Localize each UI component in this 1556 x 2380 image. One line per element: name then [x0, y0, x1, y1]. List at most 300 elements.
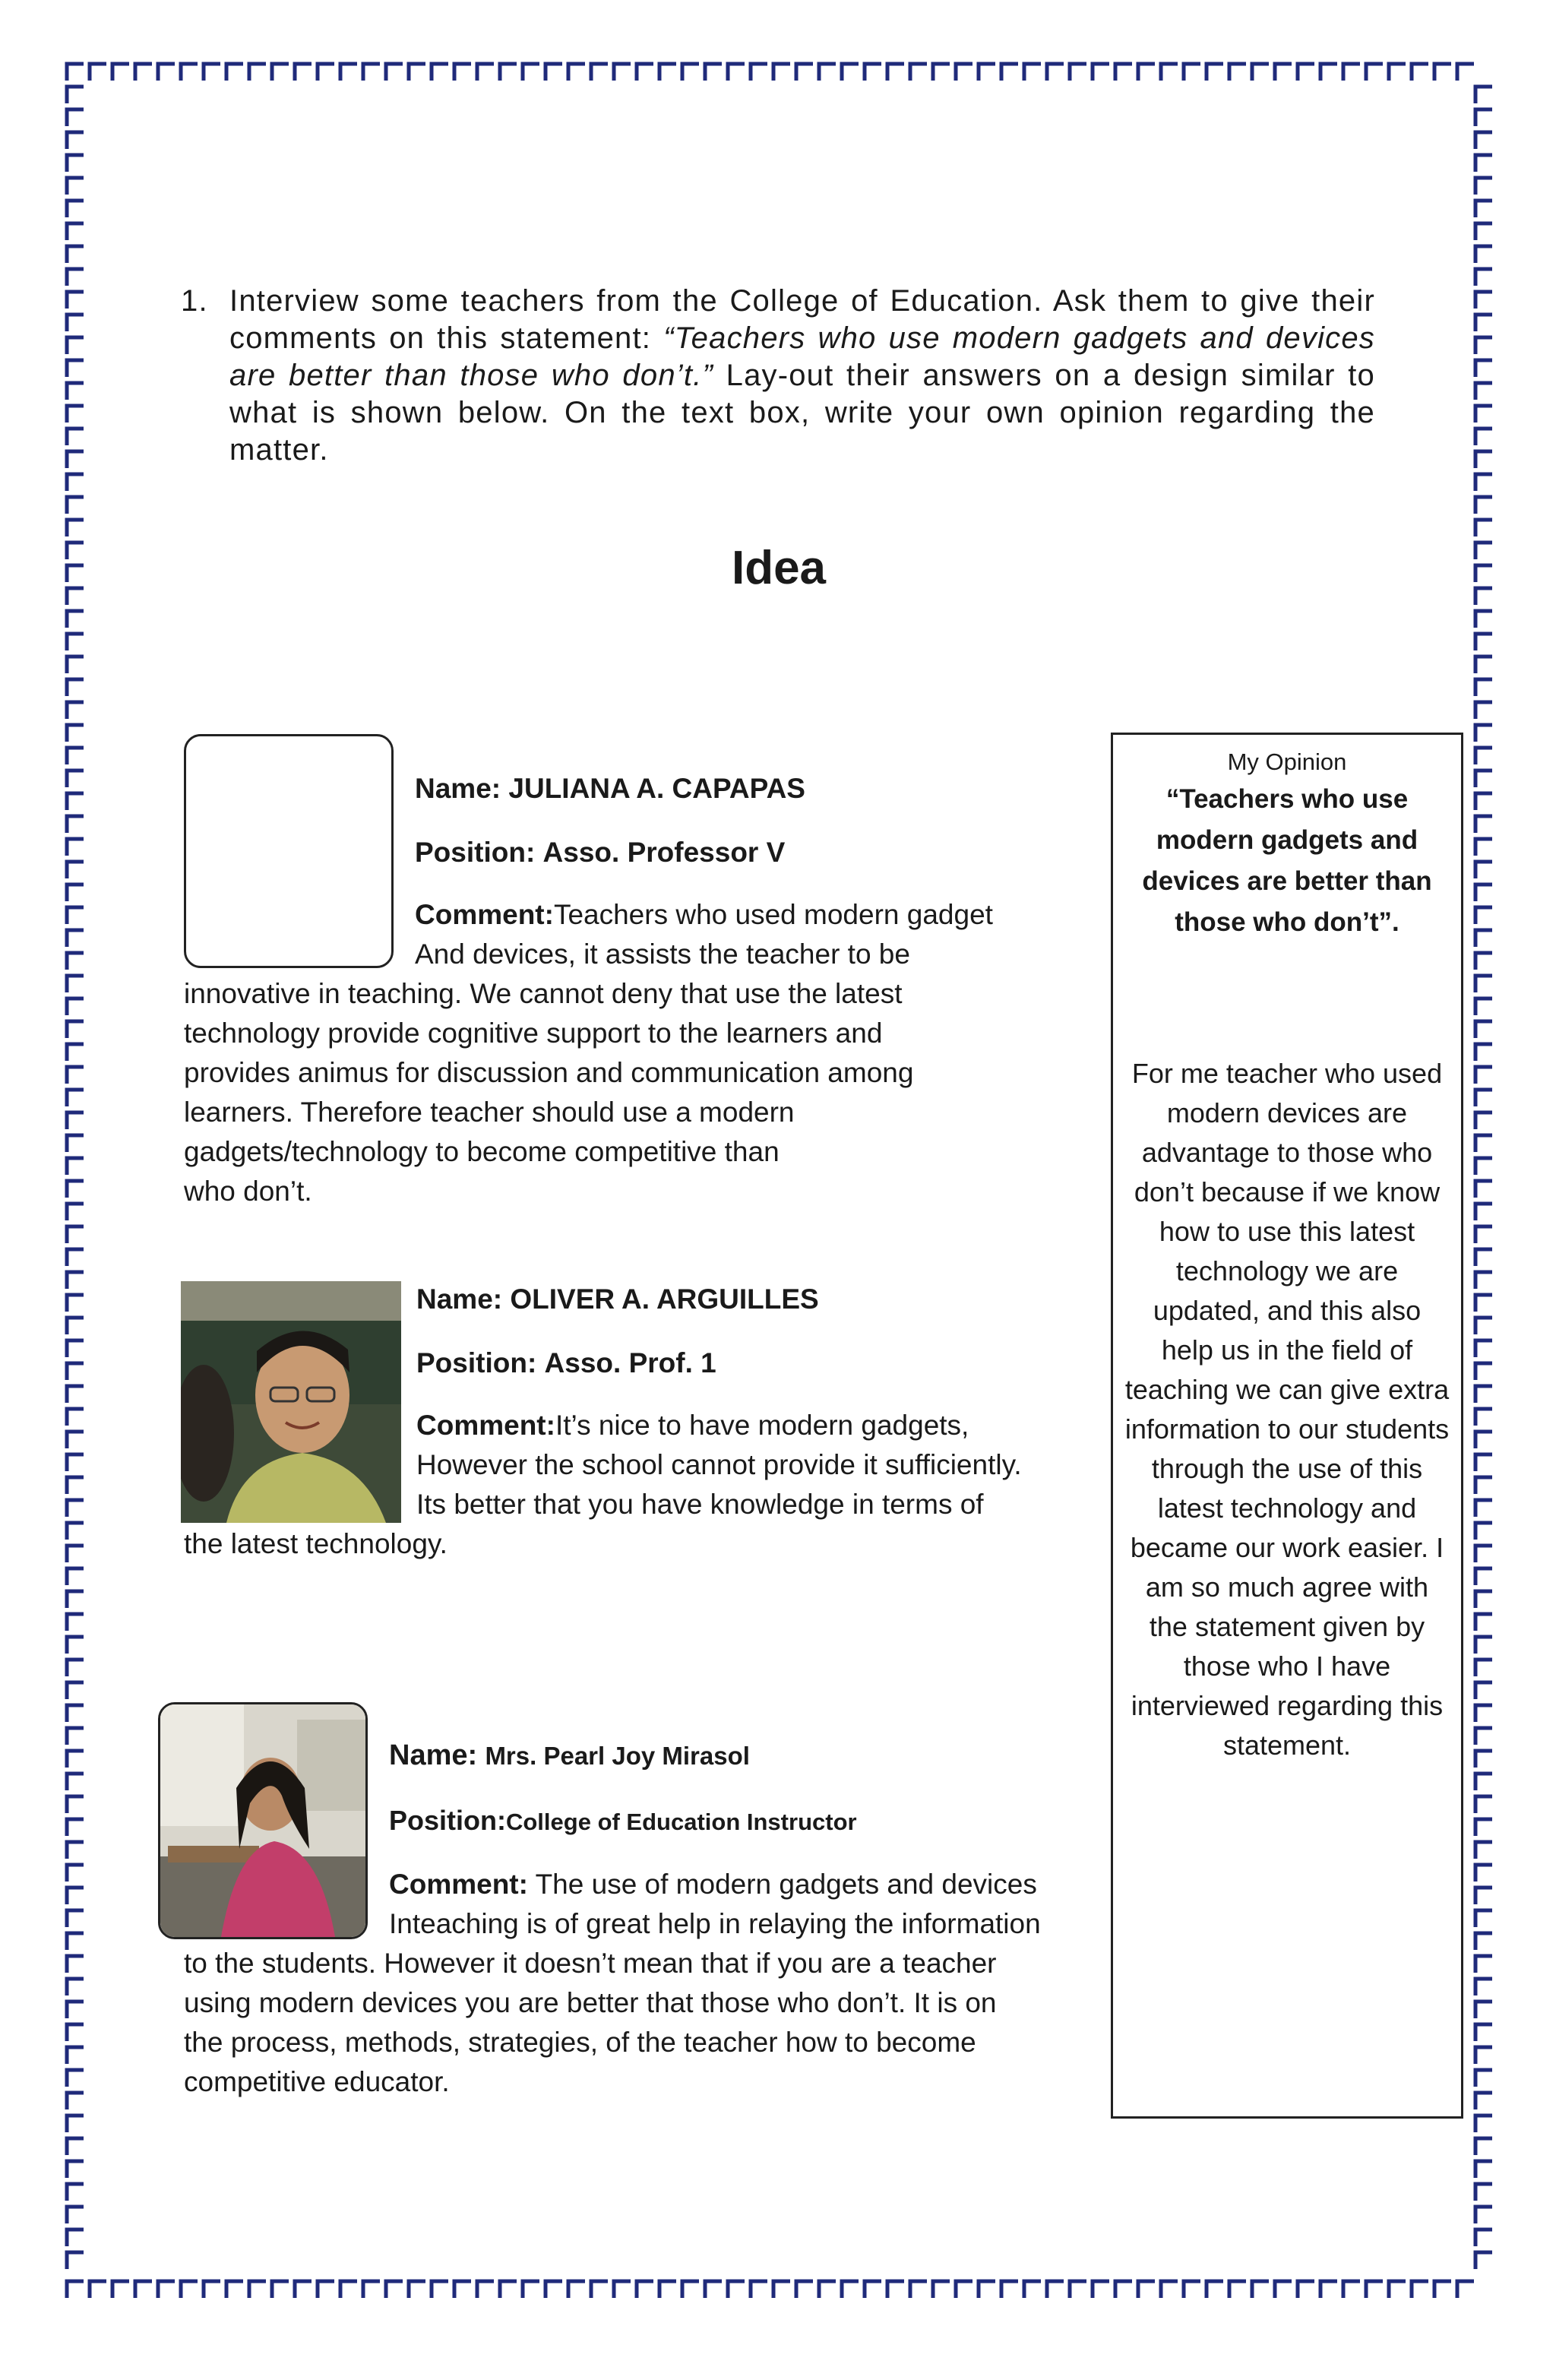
border-glyph — [1475, 1796, 1492, 1813]
border-glyph — [933, 64, 950, 81]
border-glyph — [1457, 64, 1474, 81]
border-glyph — [1475, 1728, 1492, 1745]
border-glyph — [842, 2281, 859, 2298]
border-glyph — [67, 725, 84, 742]
border-glyph — [67, 1226, 84, 1243]
border-glyph — [67, 1181, 84, 1198]
border-glyph — [67, 1318, 84, 1334]
border-glyph — [1275, 2281, 1292, 2298]
border-glyph — [1475, 406, 1492, 423]
opinion-body: For me teacher who used modern devices are advantage to those who don’t because if we know how to use this latest technology we are updated, and this also help us in the field of teaching we can give extra information to our students through the use of this latest technology and became our work easier. I am so much agree with the statement given by those who I have interviewed regarding this statement. — [1124, 1058, 1450, 1761]
border-glyph — [1475, 1272, 1492, 1289]
interviewee-name: JULIANA A. CAPAPAS — [508, 773, 805, 804]
border-glyph — [477, 2281, 494, 2298]
border-glyph — [1475, 1432, 1492, 1448]
border-glyph — [67, 2024, 84, 2041]
border-glyph — [1475, 2070, 1492, 2087]
comment-line: using modern devices you are better that those who don’t. It is on — [184, 1987, 997, 2018]
border-glyph — [1475, 109, 1492, 126]
border-glyph — [705, 2281, 722, 2298]
border-glyph — [659, 2281, 676, 2298]
border-glyph — [1138, 2281, 1155, 2298]
border-glyph — [90, 2281, 106, 2298]
border-glyph — [363, 2281, 380, 2298]
border-glyph — [67, 246, 84, 263]
border-glyph — [67, 999, 84, 1015]
border-glyph — [1475, 2138, 1492, 2155]
border-glyph — [432, 64, 448, 81]
border-glyph — [1457, 2281, 1474, 2298]
border-glyph — [454, 64, 471, 81]
border-glyph — [67, 269, 84, 286]
border-glyph — [67, 1477, 84, 1494]
border-glyph — [67, 1637, 84, 1654]
border-glyph — [67, 406, 84, 423]
border-glyph — [386, 2281, 403, 2298]
instruction-paragraph — [182, 283, 1375, 469]
interviewee-name: Mrs. Pearl Joy Mirasol — [485, 1742, 750, 1770]
border-glyph — [1320, 64, 1337, 81]
border-glyph — [67, 201, 84, 217]
comment-line: Its better that you have knowledge in terms of — [416, 1489, 984, 1520]
border-glyph — [67, 1819, 84, 1836]
border-glyph — [67, 2252, 84, 2269]
border-glyph — [67, 474, 84, 491]
border-glyph — [432, 2281, 448, 2298]
border-glyph — [1024, 2281, 1041, 2298]
border-glyph — [1475, 588, 1492, 605]
border-glyph — [67, 1568, 84, 1585]
border-glyph — [67, 657, 84, 673]
border-glyph — [67, 1340, 84, 1357]
border-glyph — [1475, 2002, 1492, 2018]
border-glyph — [1475, 2093, 1492, 2109]
comment-line: who don’t. — [184, 1176, 312, 1207]
border-glyph — [705, 64, 722, 81]
border-glyph — [1475, 748, 1492, 764]
interviewee-position: Asso. Professor V — [542, 837, 786, 868]
border-glyph — [67, 1842, 84, 1859]
border-glyph — [819, 64, 836, 81]
border-glyph — [1412, 2281, 1428, 2298]
border-glyph — [1475, 1546, 1492, 1562]
border-glyph — [67, 1454, 84, 1471]
border-glyph — [67, 451, 84, 468]
border-glyph — [295, 2281, 312, 2298]
border-glyph — [819, 2281, 836, 2298]
border-glyph — [67, 1774, 84, 1790]
border-glyph — [1475, 702, 1492, 719]
border-glyph — [67, 223, 84, 240]
border-glyph — [67, 771, 84, 787]
border-glyph — [1275, 64, 1292, 81]
border-glyph — [728, 2281, 745, 2298]
border-glyph — [67, 383, 84, 400]
comment-line: Comment:Teachers who used modern gadget — [415, 899, 993, 930]
border-glyph — [67, 976, 84, 992]
border-glyph — [1475, 315, 1492, 331]
border-glyph — [135, 64, 152, 81]
border-glyph — [1475, 132, 1492, 149]
border-glyph — [1475, 816, 1492, 833]
border-glyph — [67, 1204, 84, 1220]
border-glyph — [1070, 2281, 1086, 2298]
border-glyph — [1138, 64, 1155, 81]
comment-line: Inteaching is of great help in relaying the information — [389, 1908, 1041, 1939]
border-glyph — [67, 178, 84, 195]
border-glyph — [1475, 657, 1492, 673]
instruction-text: Interview some teachers from the College of Education. Ask them to give their comments on this statement: “Teachers who use modern gadgets and devices are better than those who don’t.” Lay-out their answers on a design similar to what is shown below. On the text box, write your own opinion regarding the matter. — [229, 284, 1375, 467]
comment-line: to the students. However it doesn’t mean that if you are a teacher — [184, 1948, 997, 1979]
border-glyph — [1389, 64, 1406, 81]
border-glyph — [340, 64, 357, 81]
border-glyph — [682, 64, 699, 81]
border-glyph — [249, 64, 266, 81]
border-glyph — [1475, 1910, 1492, 1927]
border-glyph — [67, 1751, 84, 1768]
border-glyph — [67, 1272, 84, 1289]
border-glyph — [67, 565, 84, 582]
border-glyph — [1475, 725, 1492, 742]
border-glyph — [158, 2281, 175, 2298]
instruction-statement: “Teachers who use modern gadgets and devices are better than those who don’t.” — [229, 321, 1375, 392]
interviewee-photo — [181, 1281, 401, 1523]
border-glyph — [67, 2281, 84, 2298]
border-glyph — [1161, 2281, 1178, 2298]
border-glyph — [67, 292, 84, 309]
comment-line: technology provide cognitive support to the learners and — [184, 1018, 883, 1049]
border-glyph — [67, 1295, 84, 1312]
border-glyph — [67, 1888, 84, 1904]
border-glyph — [979, 2281, 995, 2298]
border-glyph — [568, 2281, 585, 2298]
border-glyph — [1475, 2024, 1492, 2041]
border-glyph — [67, 885, 84, 901]
border-glyph — [1475, 1865, 1492, 1882]
border-glyph — [1475, 1842, 1492, 1859]
border-glyph — [1475, 1409, 1492, 1426]
border-glyph — [67, 1796, 84, 1813]
border-glyph — [1115, 2281, 1132, 2298]
border-glyph — [318, 2281, 334, 2298]
border-glyph — [546, 64, 562, 81]
border-glyph — [67, 520, 84, 536]
border-glyph — [67, 588, 84, 605]
border-glyph — [1475, 1888, 1492, 1904]
border-glyph — [1434, 2281, 1451, 2298]
border-glyph — [751, 64, 767, 81]
border-glyph — [67, 2070, 84, 2087]
comment-line: Comment:It’s nice to have modern gadgets, — [416, 1410, 969, 1441]
border-glyph — [1024, 64, 1041, 81]
opinion-quote: “Teachers who use modern gadgets and devices are better than those who don’t”. — [1142, 784, 1432, 937]
border-glyph — [1475, 2230, 1492, 2246]
border-glyph — [1475, 292, 1492, 309]
border-glyph — [67, 2116, 84, 2132]
border-glyph — [637, 2281, 653, 2298]
border-glyph — [67, 862, 84, 878]
border-glyph — [1475, 1386, 1492, 1403]
border-glyph — [67, 1614, 84, 1631]
border-glyph — [1475, 223, 1492, 240]
border-glyph — [614, 2281, 631, 2298]
border-glyph — [1475, 1774, 1492, 1790]
border-glyph — [1475, 474, 1492, 491]
border-glyph — [318, 64, 334, 81]
border-glyph — [409, 2281, 425, 2298]
border-glyph — [1475, 1021, 1492, 1038]
border-glyph — [1475, 155, 1492, 172]
border-glyph — [1475, 2161, 1492, 2178]
border-glyph — [1475, 2047, 1492, 2064]
border-glyph — [1475, 2207, 1492, 2223]
border-glyph — [1475, 634, 1492, 650]
border-glyph — [1475, 611, 1492, 628]
border-glyph — [90, 64, 106, 81]
border-glyph — [1184, 64, 1200, 81]
border-glyph — [1320, 2281, 1337, 2298]
border-glyph — [682, 2281, 699, 2298]
border-glyph — [67, 816, 84, 833]
border-glyph — [67, 1090, 84, 1106]
border-glyph — [67, 1705, 84, 1722]
comment-line: Comment: The use of modern gadgets and devices — [389, 1869, 1037, 1900]
border-glyph — [865, 2281, 881, 2298]
border-glyph — [1475, 1363, 1492, 1380]
border-glyph — [1475, 1477, 1492, 1494]
border-glyph — [500, 64, 517, 81]
border-glyph — [1115, 64, 1132, 81]
border-glyph — [1161, 64, 1178, 81]
name-line: Name: OLIVER A. ARGUILLES — [416, 1283, 819, 1315]
border-glyph — [1298, 2281, 1314, 2298]
border-glyph — [67, 155, 84, 172]
border-glyph — [67, 1067, 84, 1084]
border-glyph — [67, 679, 84, 696]
border-glyph — [1475, 1956, 1492, 1973]
border-glyph — [1475, 1660, 1492, 1676]
border-glyph — [226, 64, 243, 81]
border-glyph — [1389, 2281, 1406, 2298]
border-glyph — [1047, 64, 1064, 81]
comment-line: the process, methods, strategies, of the teacher how to become — [184, 2027, 976, 2058]
border-glyph — [67, 2184, 84, 2201]
border-glyph — [1475, 1591, 1492, 1608]
border-glyph — [1475, 839, 1492, 856]
comment-line: And devices, it assists the teacher to be — [415, 938, 910, 970]
border-glyph — [1475, 999, 1492, 1015]
border-glyph — [773, 64, 790, 81]
border-glyph — [591, 2281, 608, 2298]
border-glyph — [1070, 64, 1086, 81]
border-glyph — [67, 1956, 84, 1973]
border-glyph — [67, 748, 84, 764]
border-glyph — [1475, 771, 1492, 787]
border-glyph — [1475, 953, 1492, 970]
border-glyph — [1475, 1249, 1492, 1266]
border-glyph — [226, 2281, 243, 2298]
border-glyph — [1475, 1979, 1492, 1995]
border-glyph — [910, 2281, 927, 2298]
border-glyph — [1475, 793, 1492, 810]
border-glyph — [523, 2281, 539, 2298]
border-glyph — [546, 2281, 562, 2298]
border-glyph — [1475, 1226, 1492, 1243]
border-glyph — [1475, 497, 1492, 514]
border-glyph — [1093, 64, 1109, 81]
border-glyph — [67, 2161, 84, 2178]
border-glyph — [67, 907, 84, 924]
border-glyph — [67, 1865, 84, 1882]
name-line: Name: JULIANA A. CAPAPAS — [415, 773, 805, 804]
interviewee-photo — [158, 1702, 368, 1939]
border-glyph — [1475, 246, 1492, 263]
border-glyph — [67, 497, 84, 514]
border-glyph — [1207, 64, 1223, 81]
border-glyph — [67, 953, 84, 970]
border-glyph — [67, 839, 84, 856]
border-glyph — [67, 930, 84, 947]
border-glyph — [1475, 337, 1492, 354]
border-glyph — [67, 2230, 84, 2246]
border-glyph — [1229, 2281, 1246, 2298]
border-glyph — [1366, 2281, 1383, 2298]
border-glyph — [1475, 565, 1492, 582]
border-glyph — [659, 64, 676, 81]
border-glyph — [204, 2281, 220, 2298]
interviewee-position: Asso. Prof. 1 — [544, 1347, 716, 1378]
border-glyph — [340, 2281, 357, 2298]
border-glyph — [249, 2281, 266, 2298]
border-glyph — [1475, 1112, 1492, 1129]
border-glyph — [1093, 2281, 1109, 2298]
border-glyph — [1475, 679, 1492, 696]
comment-line: gadgets/technology to become competitive than — [184, 1136, 780, 1167]
border-glyph — [979, 64, 995, 81]
position-line: Position:College of Education Instructor — [389, 1805, 857, 1836]
border-glyph — [842, 64, 859, 81]
border-glyph — [1475, 1204, 1492, 1220]
border-glyph — [1475, 87, 1492, 103]
border-glyph — [67, 1386, 84, 1403]
border-glyph — [67, 1158, 84, 1175]
border-glyph — [1229, 64, 1246, 81]
border-glyph — [1001, 2281, 1018, 2298]
border-glyph — [67, 1979, 84, 1995]
border-glyph — [728, 64, 745, 81]
border-glyph — [1475, 2252, 1492, 2269]
border-glyph — [796, 2281, 813, 2298]
border-glyph — [67, 1500, 84, 1517]
border-glyph — [67, 1591, 84, 1608]
border-glyph — [1475, 1135, 1492, 1152]
comment-line: However the school cannot provide it sufficiently. — [416, 1449, 1022, 1480]
border-glyph — [67, 429, 84, 445]
border-glyph — [956, 2281, 972, 2298]
border-glyph — [956, 64, 972, 81]
border-glyph — [1475, 1318, 1492, 1334]
border-glyph — [1475, 1751, 1492, 1768]
border-glyph — [67, 109, 84, 126]
opinion-heading: My Opinion — [1227, 748, 1347, 775]
border-glyph — [1475, 1682, 1492, 1699]
border-glyph — [1252, 2281, 1269, 2298]
border-glyph — [67, 1363, 84, 1380]
border-glyph — [67, 315, 84, 331]
border-glyph — [67, 360, 84, 377]
border-glyph — [1475, 1614, 1492, 1631]
border-glyph — [409, 64, 425, 81]
border-glyph — [67, 702, 84, 719]
border-glyph — [1475, 543, 1492, 559]
border-glyph — [67, 2002, 84, 2018]
border-glyph — [295, 64, 312, 81]
border-glyph — [67, 2207, 84, 2223]
name-line: Name: Mrs. Pearl Joy Mirasol — [389, 1739, 750, 1771]
comment-line: learners. Therefore teacher should use a modern — [184, 1097, 795, 1128]
border-glyph — [67, 1112, 84, 1129]
comment-line: the latest technology. — [184, 1528, 448, 1559]
border-glyph — [386, 64, 403, 81]
border-glyph — [1475, 885, 1492, 901]
border-glyph — [67, 64, 84, 81]
border-glyph — [67, 1933, 84, 1950]
position-line: Position: Asso. Professor V — [415, 837, 786, 868]
border-glyph — [67, 1249, 84, 1266]
comment-line: provides animus for discussion and communication among — [184, 1057, 914, 1088]
border-glyph — [1343, 2281, 1360, 2298]
border-glyph — [933, 2281, 950, 2298]
border-glyph — [477, 64, 494, 81]
border-glyph — [1475, 360, 1492, 377]
comment-line: innovative in teaching. We cannot deny that use the latest — [184, 978, 903, 1009]
border-glyph — [1475, 520, 1492, 536]
border-glyph — [272, 2281, 289, 2298]
border-glyph — [204, 64, 220, 81]
interviewee-name: OLIVER A. ARGUILLES — [510, 1283, 819, 1315]
border-glyph — [1207, 2281, 1223, 2298]
border-glyph — [1475, 1090, 1492, 1106]
border-glyph — [1475, 907, 1492, 924]
border-glyph — [1475, 1454, 1492, 1471]
border-glyph — [1475, 429, 1492, 445]
border-glyph — [1434, 64, 1451, 81]
border-glyph — [1412, 64, 1428, 81]
border-glyph — [67, 634, 84, 650]
border-glyph — [67, 2138, 84, 2155]
comment-line: competitive educator. — [184, 2066, 450, 2097]
border-glyph — [67, 611, 84, 628]
border-glyph — [614, 64, 631, 81]
border-glyph — [1475, 976, 1492, 992]
border-glyph — [796, 64, 813, 81]
border-glyph — [1475, 1500, 1492, 1517]
border-glyph — [1475, 1067, 1492, 1084]
border-glyph — [500, 2281, 517, 2298]
border-glyph — [1475, 930, 1492, 947]
border-glyph — [67, 2093, 84, 2109]
border-glyph — [181, 2281, 198, 2298]
border-glyph — [67, 2047, 84, 2064]
border-glyph — [1475, 2116, 1492, 2132]
border-glyph — [887, 2281, 904, 2298]
border-glyph — [454, 2281, 471, 2298]
border-glyph — [523, 64, 539, 81]
border-glyph — [67, 87, 84, 103]
border-glyph — [568, 64, 585, 81]
border-glyph — [112, 64, 129, 81]
border-glyph — [67, 793, 84, 810]
